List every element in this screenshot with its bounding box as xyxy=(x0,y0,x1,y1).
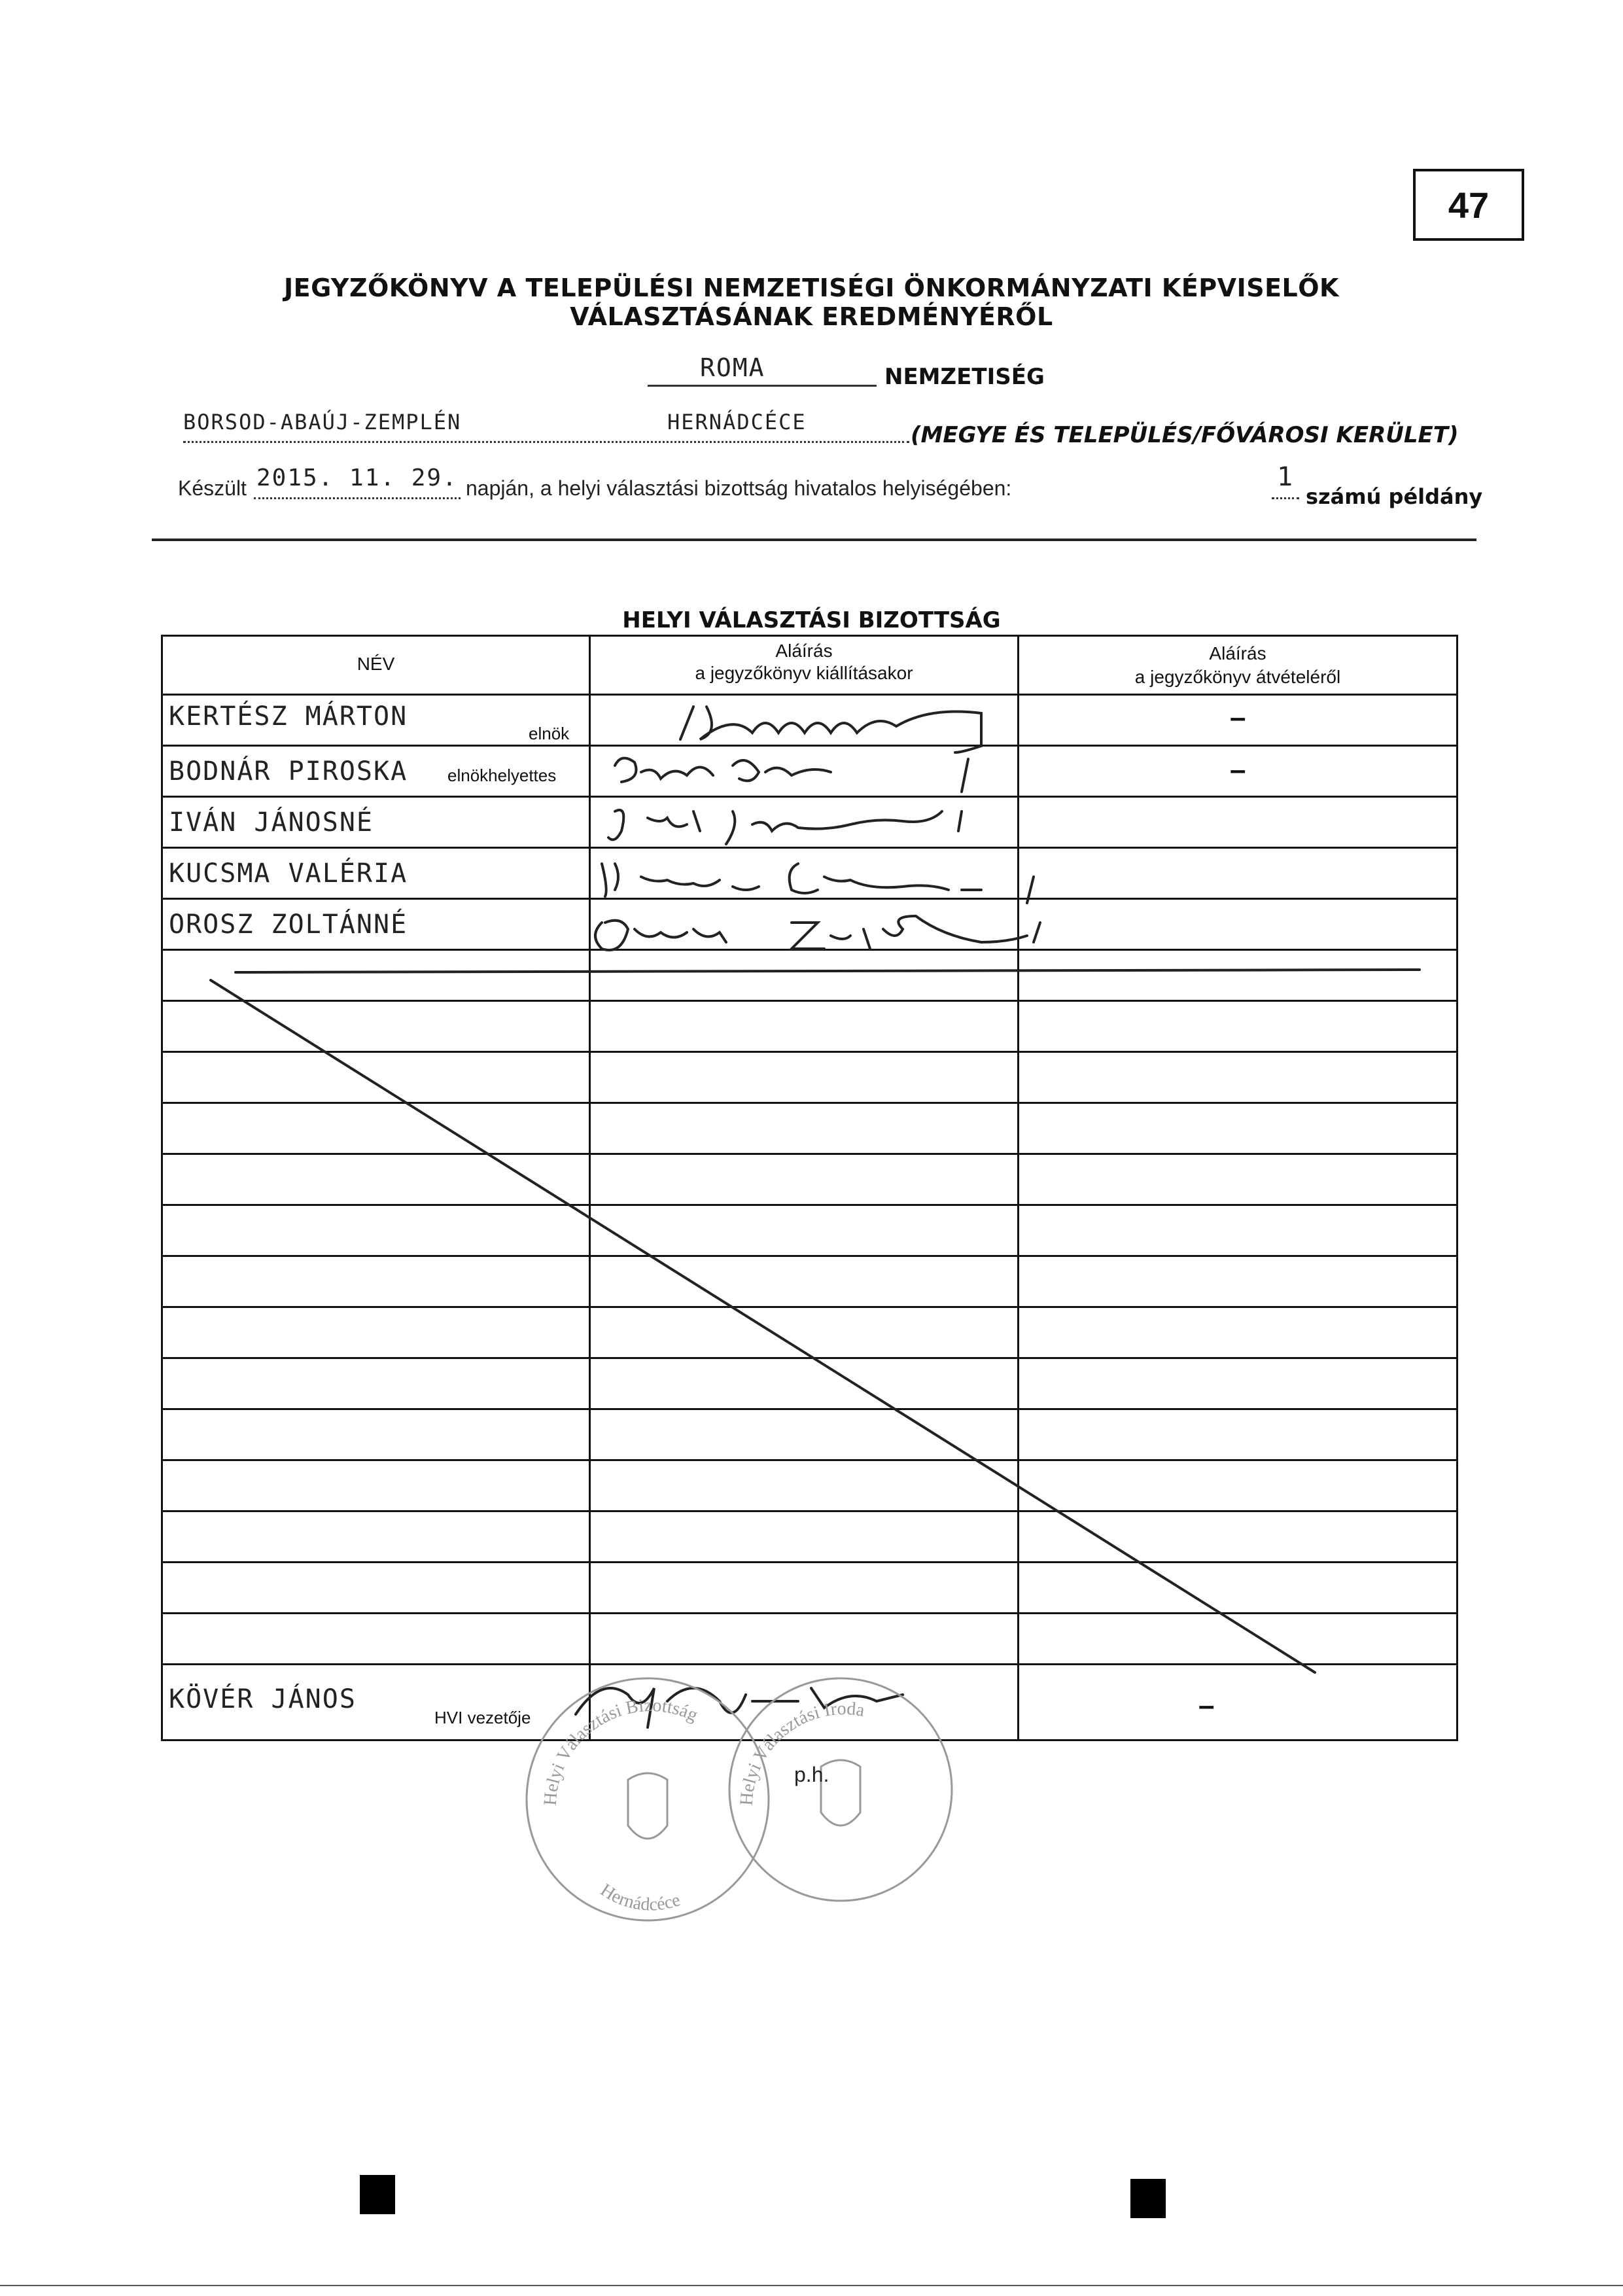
member-name: IVÁN JÁNOSNÉ xyxy=(169,807,374,838)
coat-of-arms-icon xyxy=(628,1773,667,1839)
scan-edge-line xyxy=(0,2285,1623,2286)
document-title-line2: VÁLASZTÁSÁNAK EREDMÉNYÉRŐL xyxy=(570,302,1053,331)
leader-name: KÖVÉR JÁNOS xyxy=(169,1684,357,1714)
member-role: elnökhelyettes xyxy=(447,766,557,785)
header-name: NÉV xyxy=(357,654,395,674)
closing-line xyxy=(236,970,1420,972)
member-name: KERTÉSZ MÁRTON xyxy=(169,701,408,732)
member-name: BODNÁR PIROSKA xyxy=(169,756,408,786)
made-date: 2015. 11. 29. xyxy=(256,465,458,491)
nationality-label: NEMZETISÉG xyxy=(884,364,1045,390)
committee-heading: HELYI VÁLASZTÁSI BIZOTTSÁG xyxy=(622,607,1001,633)
registration-mark-right xyxy=(1130,2179,1166,2218)
receipt-mark: – xyxy=(1230,754,1246,786)
signature-ivan xyxy=(608,810,962,844)
made-text: napján, a helyi választási bizottság hivatalos helyiségében: xyxy=(466,476,1012,500)
stamp-ring-text-right: Helyi Választási Iroda xyxy=(736,1698,867,1807)
county-value: BORSOD-ABAÚJ-ZEMPLÉN xyxy=(183,410,462,434)
header-sign-issue-1: Aláírás xyxy=(775,641,833,661)
settlement-value: HERNÁDCÉCE xyxy=(667,410,807,434)
registration-mark-left xyxy=(360,2175,395,2214)
ph-label: p.h. xyxy=(794,1763,829,1786)
member-name: OROSZ ZOLTÁNNÉ xyxy=(169,910,408,940)
signature-bodnar xyxy=(615,758,968,792)
header-sign-receive-2: a jegyzőkönyv átvételéről xyxy=(1134,667,1341,687)
diagonal-strike xyxy=(211,980,1315,1672)
copy-number: 1 xyxy=(1277,462,1295,492)
header-sign-receive-1: Aláírás xyxy=(1209,643,1266,663)
signature-kucsma xyxy=(602,864,1034,903)
nationality-value: ROMA xyxy=(700,353,765,382)
stamp-bottom-text-left: Hernádcéce xyxy=(597,1879,683,1915)
signature-kertesz xyxy=(680,707,981,752)
made-prefix: Készült xyxy=(178,476,247,500)
signature-orosz xyxy=(595,916,1040,950)
location-label: (MEGYE ÉS TELEPÜLÉS/FŐVÁROSI KERÜLET) xyxy=(911,422,1459,448)
header-sign-issue-2: a jegyzőkönyv kiállításakor xyxy=(695,663,913,683)
page-number: 47 xyxy=(1448,184,1490,226)
receipt-mark: – xyxy=(1230,701,1246,733)
leader-role: HVI vezetője xyxy=(434,1708,531,1727)
document-title-line1: JEGYZŐKÖNYV A TELEPÜLÉSI NEMZETISÉGI ÖNKORMÁNYZATI KÉPVISELŐK xyxy=(283,274,1339,302)
member-name: KUCSMA VALÉRIA xyxy=(169,858,408,889)
stamp-ring-text-left: Helyi Választási Bizottság xyxy=(540,1695,701,1807)
member-role: elnök xyxy=(529,724,570,743)
receipt-mark: – xyxy=(1198,1689,1215,1722)
copy-label: számú példány xyxy=(1306,484,1483,509)
